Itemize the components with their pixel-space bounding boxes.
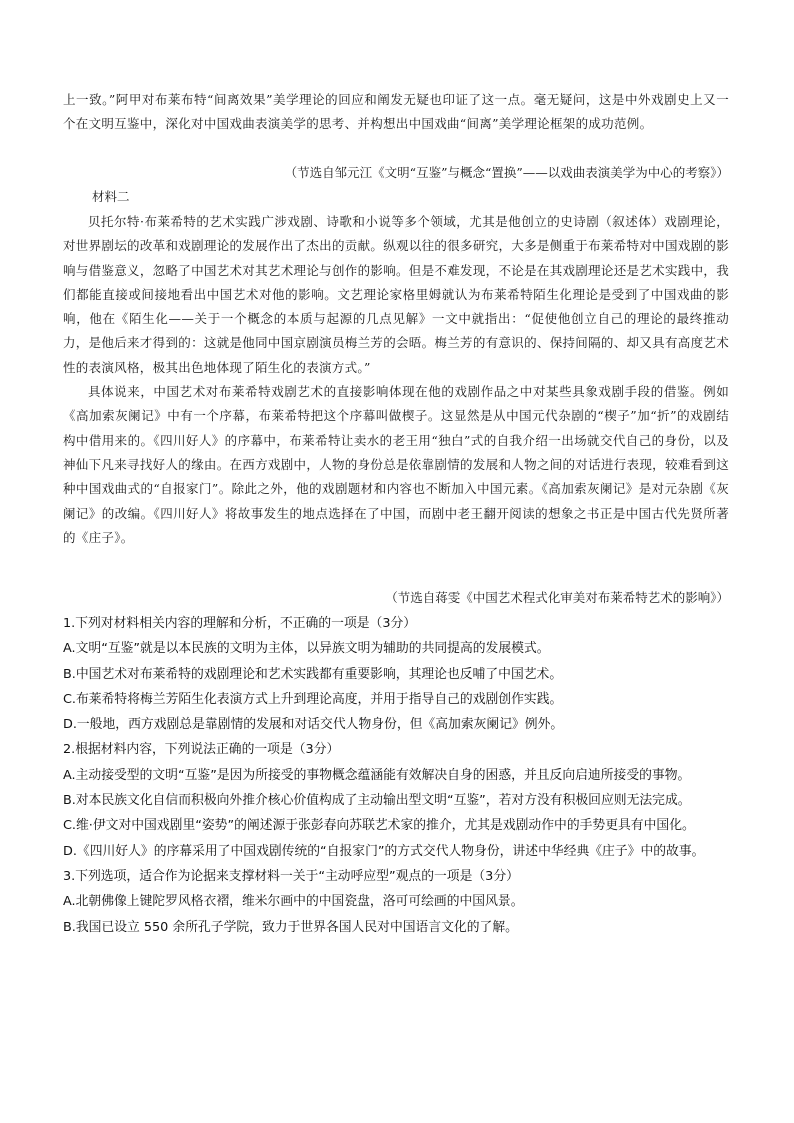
material-one-tail xyxy=(63,88,729,137)
material-one-source: （节选自邹元江《文明“互鉴”与概念“置换”——以戏曲表演美学为中心的考察》） xyxy=(284,165,729,180)
material-two-heading: 材料二 xyxy=(92,189,130,204)
question-3-option-b: B.我国已设立 550 余所孔子学院，致力于世界各国人民对中国语言文化的了解。 xyxy=(63,919,518,935)
question-1-option-c: C.布莱希特将梅兰芳陌生化表演方式上升到理论高度，并用于指导自己的戏剧创作实践。 xyxy=(63,691,563,707)
material-two-paragraph-1: 贝托尔特·布莱希特的艺术实践广涉戏剧、诗歌和小说等多个领域，尤其是他创立的史诗剧（叙述体）戏剧理论，对世界剧坛的改革和戏剧理论的发展作出了杰出的贡献。纵观以往的很多研究，大多是侧重于布莱希特对中国戏剧的影响与借鉴意义，忽略了中国艺术对其艺术理论与创作的影响。但是不难发现，不论是在其戏剧理论还是艺术实践中，我们都能直接或间接地看出中国艺术对他的影响。文艺理论家格里姆就认为布莱希特陌生化理论是受到了中国戏曲的影响，他在《陌生化——关于一个概念的本质与起源的几点见解》一文中就指出：“促使他创立自己的理论的最终推动力，是他后来才得到的：这就是他同中国京剧演员梅兰芳的会晤。梅兰芳的有意识的、保持间隔的、却又具有高度艺术性的表演风格，极其出色地体现了陌生化的表演方式。” xyxy=(63,214,729,375)
question-1-option-a: A.文明“互鉴”就是以本民族的文明为主体，以异族文明为辅助的共同提高的发展模式。 xyxy=(63,641,550,657)
material-one-closing-paragraph: 上一致。”阿甲对布莱布特“间离效果”美学理论的回应和阐发无疑也印证了这一点。毫无疑问，这是中外戏剧史上又一个在文明互鉴中，深化对中国戏曲表演美学的思考、并构想出中国戏曲“间离”美学理论框架的成功范例。 xyxy=(63,92,729,132)
question-3-stem: 3.下列选项，适合作为论据来支撑材料一关于“主动呼应型”观点的一项是（3分） xyxy=(63,868,519,884)
material-two-paragraph-2: 具体说来，中国艺术对布莱希特戏剧艺术的直接影响体现在他的戏剧作品之中对某些具象戏剧手段的借鉴。例如《高加索灰阑记》中有一个序幕，布莱希特把这个序幕叫做楔子。这显然是从中国元代杂剧的“楔子”加“折”的戏剧结构中借用来的。《四川好人》的序幕中，布莱希特让卖水的老王用“独白”式的自我介绍一出场就交代自己的身份，以及神仙下凡来寻找好人的缘由。在西方戏剧中，人物的身份总是依靠剧情的发展和人物之间的对话进行表现，较难看到这种中国戏曲式的“自报家门”。除此之外，他的戏剧题材和内容也不断加入中国元素。《高加索灰阑记》是对元杂剧《灰阑记》的改编。《四川好人》将故事发生的地点选择在了中国，而剧中老王翻开阅读的想象之书正是中国古代先贤所著的《庄子》。 xyxy=(63,384,729,545)
question-2-option-a: A.主动接受型的文明“互鉴”是因为所接受的事物概念蕴涵能有效解决自身的困惑，并且反向启迪所接受的事物。 xyxy=(63,767,691,783)
question-2-option-c: C.维·伊文对中国戏剧里“姿势”的阐述源于张彭春向苏联艺术家的推介，尤其是戏剧动作中的手势更具有中国化。 xyxy=(63,818,695,834)
question-1-stem: 1.下列对材料相关内容的理解和分析，不正确的一项是（3分） xyxy=(63,616,417,631)
question-2-stem: 2.根据材料内容，下列说法正确的一项是（3分） xyxy=(63,742,340,758)
question-1-option-d: D.一般地，西方戏剧总是靠剧情的发展和对话交代人物身份，但《高加索灰阑记》例外。 xyxy=(63,717,564,733)
question-1-option-b: B.中国艺术对布莱希特的戏剧理论和艺术实践都有重要影响，其理论也反哺了中国艺术。 xyxy=(63,666,563,682)
question-2-option-b: B.对本民族文化自信而积极向外推介核心价值构成了主动输出型文明“互鉴”，若对方没有积极回应则无法完成。 xyxy=(63,793,691,809)
question-list xyxy=(63,611,729,940)
question-3-option-a: A.北朝佛像上键陀罗风格衣褶，维米尔画中的中国瓷盘，洛可可绘画的中国风景。 xyxy=(63,894,524,910)
question-2-option-d: D.《四川好人》的序幕采用了中国戏剧传统的“自报家门”的方式交代人物身份，讲述中华经典《庄子》中的故事。 xyxy=(63,843,705,859)
material-two-body xyxy=(63,210,729,550)
material-two-source: （节选自蒋雯《中国艺术程式化审美对布莱希特艺术的影响》） xyxy=(385,590,729,605)
